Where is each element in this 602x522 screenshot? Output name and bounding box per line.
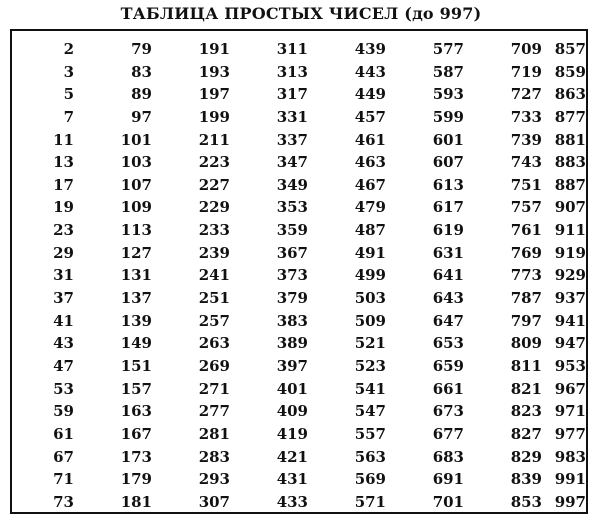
prime-cell: 821 — [510, 379, 542, 398]
prime-cell: 311 — [276, 40, 308, 58]
prime-cell: 887 — [554, 175, 586, 194]
prime-cell: 163 — [120, 402, 152, 421]
prime-cell: 97 — [131, 107, 152, 126]
prime-cell: 137 — [120, 289, 152, 308]
prime-cell: 23 — [53, 221, 74, 240]
prime-cell: 641 — [432, 266, 464, 285]
prime-cell: 223 — [198, 153, 230, 172]
prime-cell: 113 — [120, 221, 152, 240]
prime-cell: 439 — [354, 40, 386, 58]
prime-cell: 643 — [432, 289, 464, 308]
prime-cell: 617 — [432, 198, 464, 217]
prime-cell: 109 — [120, 198, 152, 217]
prime-cell: 463 — [354, 153, 386, 172]
prime-cell: 631 — [432, 243, 464, 262]
prime-cell: 347 — [276, 153, 308, 172]
prime-cell: 541 — [354, 379, 386, 398]
prime-cell: 2 — [63, 40, 74, 58]
prime-cell: 331 — [276, 107, 308, 126]
prime-cell: 13 — [53, 153, 74, 172]
prime-cell: 157 — [120, 379, 152, 398]
prime-cell: 151 — [120, 356, 152, 375]
prime-cell: 709 — [510, 40, 542, 58]
prime-cell: 31 — [53, 266, 74, 285]
prime-cell: 433 — [276, 492, 308, 511]
prime-cell: 211 — [198, 130, 230, 149]
prime-cell: 251 — [198, 289, 230, 308]
prime-cell: 691 — [432, 470, 464, 489]
prime-cell: 569 — [354, 470, 386, 489]
prime-cell: 359 — [276, 221, 308, 240]
prime-cell: 181 — [120, 492, 152, 511]
prime-cell: 101 — [120, 130, 152, 149]
prime-cell: 499 — [354, 266, 386, 285]
prime-cell: 967 — [554, 379, 586, 398]
prime-cell: 547 — [354, 402, 386, 421]
prime-cell: 797 — [510, 311, 542, 330]
prime-cell: 619 — [432, 221, 464, 240]
prime-cell: 79 — [131, 40, 152, 58]
prime-cell: 401 — [276, 379, 308, 398]
prime-cell: 809 — [510, 334, 542, 353]
prime-cell: 229 — [198, 198, 230, 217]
prime-cell: 881 — [554, 130, 586, 149]
prime-cell: 761 — [510, 221, 542, 240]
prime-cell: 409 — [276, 402, 308, 421]
prime-cell: 431 — [276, 470, 308, 489]
prime-cell: 61 — [53, 424, 74, 443]
prime-cell: 461 — [354, 130, 386, 149]
prime-cell: 179 — [120, 470, 152, 489]
prime-cell: 727 — [510, 85, 542, 104]
prime-cell: 7 — [63, 107, 74, 126]
prime-cell: 971 — [554, 402, 586, 421]
prime-cell: 107 — [120, 175, 152, 194]
prime-cell: 199 — [198, 107, 230, 126]
prime-cell: 17 — [53, 175, 74, 194]
prime-cell: 557 — [354, 424, 386, 443]
prime-cell: 149 — [120, 334, 152, 353]
prime-cell: 773 — [510, 266, 542, 285]
prime-cell: 233 — [198, 221, 230, 240]
prime-cell: 751 — [510, 175, 542, 194]
prime-cell: 487 — [354, 221, 386, 240]
prime-cell: 43 — [53, 334, 74, 353]
prime-cell: 293 — [198, 470, 230, 489]
prime-cell: 277 — [198, 402, 230, 421]
prime-cell: 227 — [198, 175, 230, 194]
prime-cell: 677 — [432, 424, 464, 443]
prime-cell: 241 — [198, 266, 230, 285]
prime-cell: 139 — [120, 311, 152, 330]
prime-cell: 661 — [432, 379, 464, 398]
prime-cell: 467 — [354, 175, 386, 194]
prime-cell: 991 — [554, 470, 586, 489]
prime-cell: 373 — [276, 266, 308, 285]
prime-cell: 283 — [198, 447, 230, 466]
prime-cell: 257 — [198, 311, 230, 330]
prime-cell: 811 — [510, 356, 542, 375]
prime-cell: 67 — [53, 447, 74, 466]
prime-cell: 491 — [354, 243, 386, 262]
prime-cell: 983 — [554, 447, 586, 466]
prime-cell: 653 — [432, 334, 464, 353]
prime-cell: 877 — [554, 107, 586, 126]
prime-cell: 53 — [53, 379, 74, 398]
prime-cell: 449 — [354, 85, 386, 104]
prime-cell: 929 — [554, 266, 586, 285]
prime-cell: 937 — [554, 289, 586, 308]
prime-cell: 839 — [510, 470, 542, 489]
prime-cell: 59 — [53, 402, 74, 421]
prime-cell: 197 — [198, 85, 230, 104]
prime-cell: 509 — [354, 311, 386, 330]
prime-cell: 521 — [354, 334, 386, 353]
prime-grid — [14, 38, 586, 513]
prime-cell: 29 — [53, 243, 74, 262]
prime-cell: 739 — [510, 130, 542, 149]
prime-cell: 71 — [53, 470, 74, 489]
prime-cell: 883 — [554, 153, 586, 172]
prime-cell: 317 — [276, 85, 308, 104]
prime-cell: 47 — [53, 356, 74, 375]
prime-cell: 571 — [354, 492, 386, 511]
prime-cell: 103 — [120, 153, 152, 172]
prime-cell: 953 — [554, 356, 586, 375]
prime-cell: 587 — [432, 62, 464, 81]
prime-cell: 5 — [63, 85, 74, 104]
prime-cell: 313 — [276, 62, 308, 81]
prime-cell: 977 — [554, 424, 586, 443]
prime-cell: 563 — [354, 447, 386, 466]
prime-cell: 683 — [432, 447, 464, 466]
prime-cell: 167 — [120, 424, 152, 443]
prime-cell: 11 — [53, 130, 74, 149]
prime-cell: 349 — [276, 175, 308, 194]
prime-cell: 73 — [53, 492, 74, 511]
prime-cell: 41 — [53, 311, 74, 330]
prime-cell: 337 — [276, 130, 308, 149]
prime-cell: 37 — [53, 289, 74, 308]
prime-cell: 523 — [354, 356, 386, 375]
prime-cell: 827 — [510, 424, 542, 443]
prime-cell: 829 — [510, 447, 542, 466]
prime-cell: 859 — [554, 62, 586, 81]
prime-cell: 173 — [120, 447, 152, 466]
prime-cell: 89 — [131, 85, 152, 104]
prime-cell: 863 — [554, 85, 586, 104]
prime-cell: 787 — [510, 289, 542, 308]
prime-cell: 659 — [432, 356, 464, 375]
prime-cell: 19 — [53, 198, 74, 217]
prime-cell: 503 — [354, 289, 386, 308]
prime-cell: 457 — [354, 107, 386, 126]
prime-cell: 907 — [554, 198, 586, 217]
prime-cell: 911 — [554, 221, 586, 240]
prime-cell: 601 — [432, 130, 464, 149]
prime-cell: 383 — [276, 311, 308, 330]
prime-cell: 353 — [276, 198, 308, 217]
prime-cell: 947 — [554, 334, 586, 353]
prime-cell: 421 — [276, 447, 308, 466]
prime-cell: 193 — [198, 62, 230, 81]
prime-cell: 263 — [198, 334, 230, 353]
prime-cell: 367 — [276, 243, 308, 262]
prime-cell: 593 — [432, 85, 464, 104]
prime-cell: 281 — [198, 424, 230, 443]
prime-cell: 673 — [432, 402, 464, 421]
prime-cell: 857 — [554, 40, 586, 58]
prime-cell: 997 — [554, 492, 586, 511]
prime-cell: 397 — [276, 356, 308, 375]
prime-cell: 239 — [198, 243, 230, 262]
prime-cell: 271 — [198, 379, 230, 398]
prime-cell: 823 — [510, 402, 542, 421]
page-title: ТАБЛИЦА ПРОСТЫХ ЧИСЕЛ (до 997) — [120, 4, 482, 23]
prime-cell: 757 — [510, 198, 542, 217]
prime-cell: 191 — [198, 40, 230, 58]
prime-cell: 607 — [432, 153, 464, 172]
prime-cell: 307 — [198, 492, 230, 511]
prime-cell: 769 — [510, 243, 542, 262]
prime-cell: 3 — [63, 62, 74, 81]
prime-cell: 479 — [354, 198, 386, 217]
prime-cell: 733 — [510, 107, 542, 126]
prime-cell: 131 — [120, 266, 152, 285]
prime-cell: 83 — [131, 62, 152, 81]
prime-cell: 599 — [432, 107, 464, 126]
prime-cell: 419 — [276, 424, 308, 443]
prime-cell: 941 — [554, 311, 586, 330]
prime-cell: 743 — [510, 153, 542, 172]
prime-cell: 577 — [432, 40, 464, 58]
prime-cell: 127 — [120, 243, 152, 262]
prime-cell: 389 — [276, 334, 308, 353]
prime-cell: 379 — [276, 289, 308, 308]
prime-table — [10, 29, 588, 514]
prime-cell: 269 — [198, 356, 230, 375]
prime-cell: 613 — [432, 175, 464, 194]
prime-cell: 919 — [554, 243, 586, 262]
prime-cell: 647 — [432, 311, 464, 330]
prime-cell: 701 — [432, 492, 464, 511]
prime-cell: 443 — [354, 62, 386, 81]
prime-cell: 853 — [510, 492, 542, 511]
prime-cell: 719 — [510, 62, 542, 81]
